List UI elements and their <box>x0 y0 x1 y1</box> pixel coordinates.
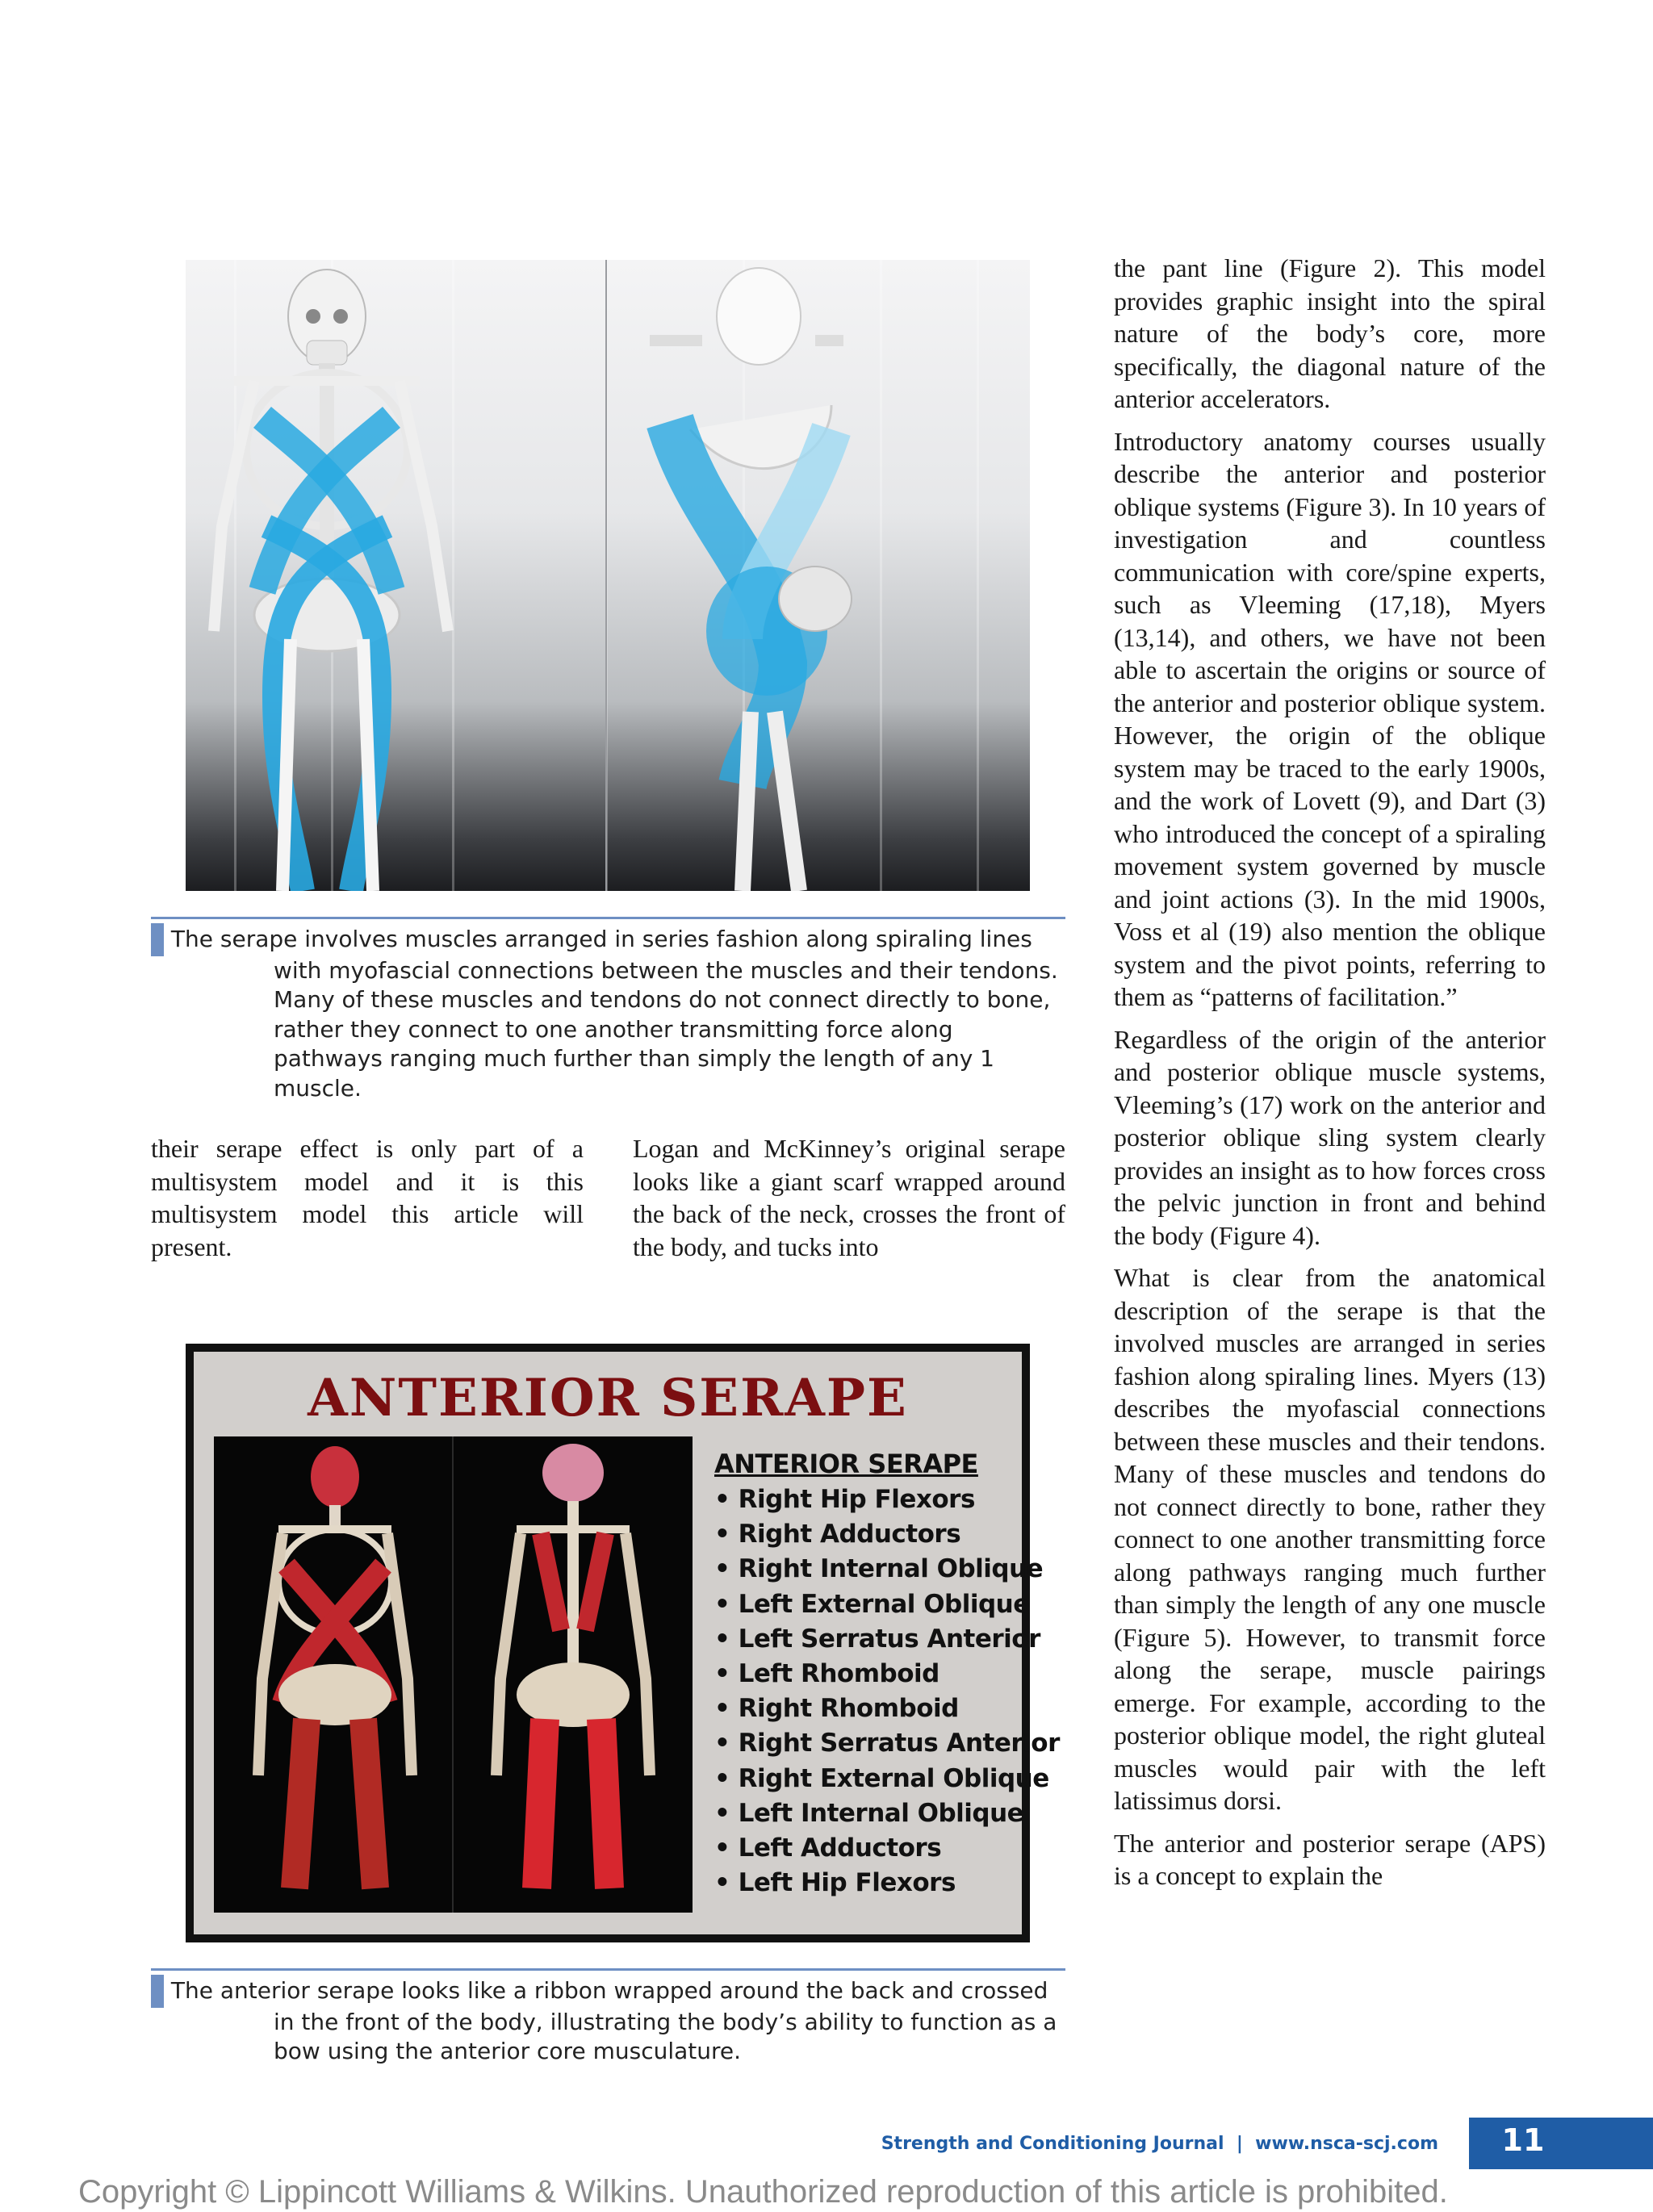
list-item: • Right Adductors <box>714 1520 961 1549</box>
paragraph: The anterior and posterior serape (APS) is a concept to explain the <box>1114 1828 1546 1890</box>
caption-rule <box>151 1968 1065 1971</box>
paragraph: the pant line (Figure 2). This model provides graphic insight into the spiral nature of the body’s core, more specifically, the diagonal nature of the anterior accelerators. <box>1114 253 1546 413</box>
front-skeleton-illustration <box>214 270 448 891</box>
right-column <box>1114 252 1546 1902</box>
figure6-image <box>186 1344 1060 1942</box>
list-item: • Left Adductors <box>714 1834 942 1863</box>
paragraph: What is clear from the anatomical description of the serape is that the involved muscles are arranged in series fashion along spiraling lines. Myers (13) describes the myofascial connections between these muscles and their tendons. Many of these muscles and tendons do not connect directly to bone, rather they connect to one another transmitting force along pathways ranging much further than simply the length of any one muscle (Figure 5). However, to transmit force along the serape, muscle pairings emerge. For example, according to the posterior oblique model, the right gluteal muscles would pair with the left latissimus dorsi. <box>1114 1263 1546 1815</box>
figure5-caption-text: The serape involves muscles arranged in series fashion along spiraling lines with myofascial connections between the muscles and their tendons. Many of these muscles and tendons do not connect directly to bone, rather they connect to one another transmitting force along pathways ranging much further than simply the length of any 1 muscle. <box>170 926 1058 1102</box>
paragraph: Regardless of the origin of the anterior and posterior oblique muscle systems, Vleeming’s (17) work on the anterior and posterior oblique sling system clearly provides an insight as to how forces cross the pelvic junction in front and behind the body (Figure 4). <box>1114 1024 1546 1250</box>
list-item: • Right External Oblique <box>714 1763 1049 1793</box>
paragraph: Introductory anatomy courses usually describe the anterior and posterior oblique systems (Figure 3). In 10 years of investigation and countless communication with core/spine experts, such as Vleeming (17,18), Myers (13,14), and others, we have not been able to ascertain the origins or source of the anterior and posterior oblique system. However, the origin of the oblique system may be traced to the early 1900s, and the work of Lovett (9), and Dart (3) who introduced the concept of a spiraling movement system governed by muscle and joint actions (3). In the mid 1900s, Voss et al (19) also mention the oblique system and the pivot points, referring to them as “patterns of facilitation.” <box>1114 426 1546 1011</box>
front-anatomy-illustration <box>258 1446 412 1888</box>
journal-footer: Strength and Conditioning Journal | www.nsca-scj.com <box>881 2134 1438 2154</box>
copyright-notice: Copyright © Lippincott Williams & Wilkins. Unauthorized reproduction of this article is prohibited. <box>78 2174 1448 2210</box>
back-anatomy-illustration <box>496 1444 650 1888</box>
list-item: • Right Serratus Anterior <box>714 1729 1060 1758</box>
anterior-serape-list <box>714 1449 1060 1900</box>
figure6-caption-text: The anterior serape looks like a ribbon wrapped around the back and crossed in the front of the body, illustrating the body’s ability to function as a bow using the anterior core musculature. <box>170 1977 1057 2064</box>
list-item: • Right Internal Oblique <box>714 1554 1044 1584</box>
list-item: • Left Internal Oblique <box>714 1798 1024 1828</box>
list-item: • Left External Oblique <box>714 1589 1030 1619</box>
figure5-image <box>186 260 1030 891</box>
figure6-image-title: ANTERIOR SERAPE <box>308 1368 908 1428</box>
left-column-b: Logan and McKinney’s original serape looks like a giant scarf wrapped around the back of the neck, crosses the front of the body, and tucks into <box>633 1134 1065 1261</box>
figure6-caption <box>36 1975 1065 2067</box>
anatomy-panel <box>214 1436 693 1913</box>
page-footer <box>0 2118 1653 2169</box>
side-figure-illustration <box>650 268 852 891</box>
page-number: 11 <box>1501 2122 1545 2158</box>
list-item: • Left Hip Flexors <box>714 1868 956 1898</box>
list-item: • Right Rhomboid <box>714 1694 959 1724</box>
list-item: • Left Rhomboid <box>714 1659 939 1689</box>
figure6-label: Figure 6. <box>151 1975 164 2008</box>
caption-rule <box>151 917 1065 919</box>
figure5-caption <box>36 923 1065 1103</box>
figure5-label: Figure 5. <box>151 923 164 956</box>
list-heading: ANTERIOR SERAPE <box>714 1449 978 1479</box>
left-column-a: their serape effect is only part of a multisystem model and it is this multisystem model this article will present. <box>151 1134 584 1261</box>
list-item: • Right Hip Flexors <box>714 1485 975 1514</box>
list-item: • Left Serratus Anterior <box>714 1624 1040 1654</box>
